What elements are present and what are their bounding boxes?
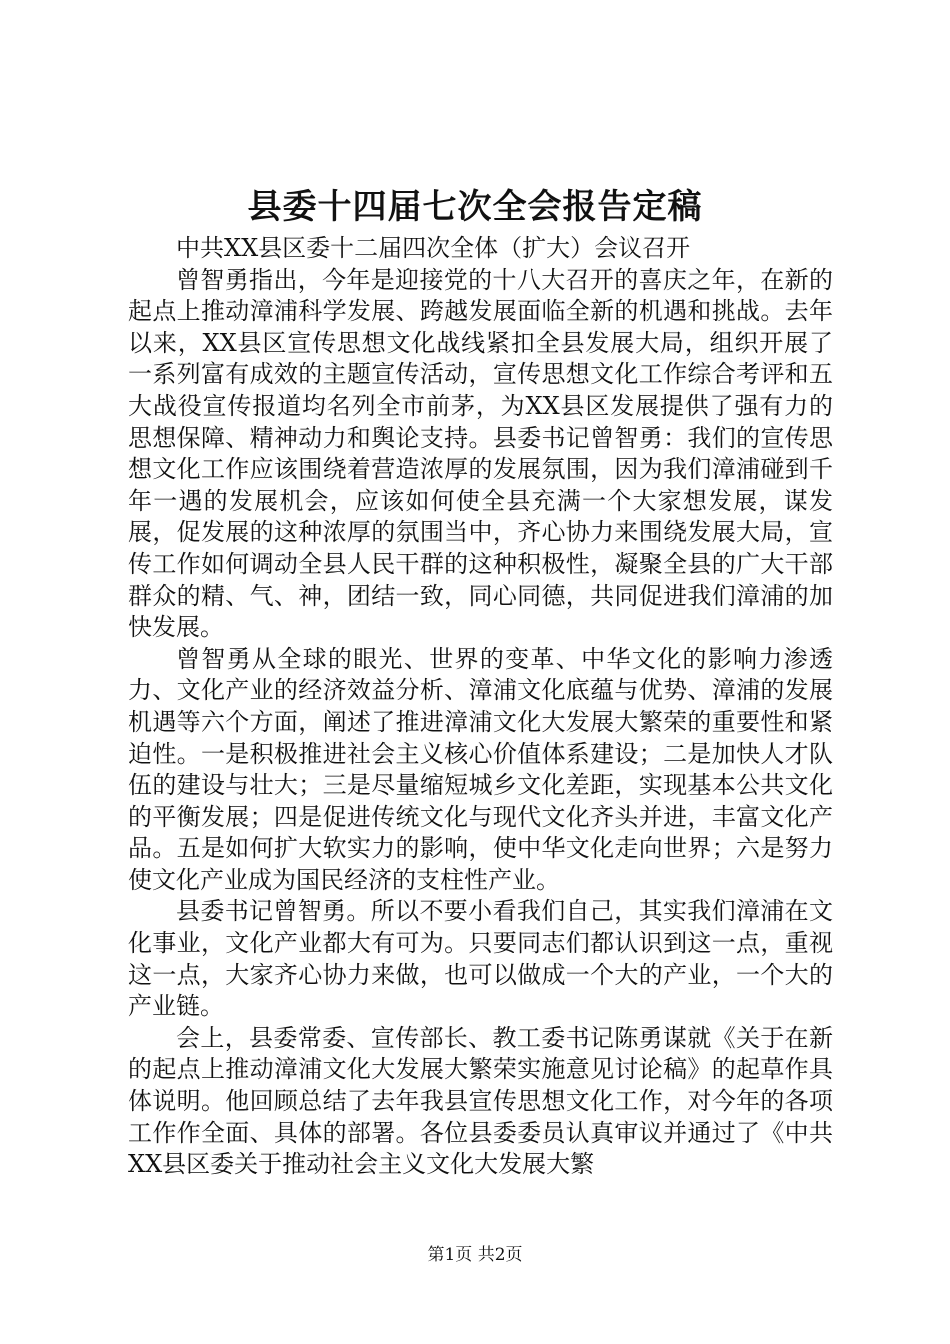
paragraph-1: 中共XX县区委十二届四次全体（扩大）会议召开 — [176, 234, 691, 262]
document-body — [128, 233, 833, 1181]
document-title: 县委十四届七次全会报告定稿 — [247, 187, 703, 227]
paragraph-5: 会上，县委常委、宣传部长、教工委书记陈勇谋就《关于在新的起点上推动漳浦文化大发展大繁荣实施意见讨论稿》的起草作具体说明。他回顾总结了去年我县宣传思想文化工作，对今年的各项工作作全面、具体的部署。各位县委委员认真审议并通过了《中共XX县区委关于推动社会主义文化大发展大繁 — [128, 1023, 833, 1179]
paragraph-2: 曾智勇指出，今年是迎接党的十八大召开的喜庆之年，在新的起点上推动漳浦科学发展、跨越发展面临全新的机遇和挑战。去年以来，XX县区宣传思想文化战线紧扣全县发展大局，组织开展了一系列富有成效的主题宣传活动，宣传思想文化工作综合考评和五大战役宣传报道均名列全市前茅，为XX县区发展提供了强有力的思想保障、精神动力和舆论支持。县委书记曾智勇：我们的宣传思想文化工作应该围绕着营造浓厚的发展氛围，因为我们漳浦碰到千年一遇的发展机会，应该如何使全县充满一个大家想发展，谋发展，促发展的这种浓厚的氛围当中，齐心协力来围绕发展大局，宣传工作如何调动全县人民干群的这种积极性，凝聚全县的广大干部群众的精、气、神，团结一致，同心同德，共同促进我们漳浦的加快发展。 — [128, 265, 833, 642]
paragraph-3: 曾智勇从全球的眼光、世界的变革、中华文化的影响力渗透力、文化产业的经济效益分析、漳浦文化底蕴与优势、漳浦的发展机遇等六个方面，阐述了推进漳浦文化大发展大繁荣的重要性和紧迫性。一是积极推进社会主义核心价值体系建设；二是加快人才队伍的建设与壮大；三是尽量缩短城乡文化差距，实现基本公共文化的平衡发展；四是促进传统文化与现代文化齐头并进，丰富文化产品。五是如何扩大软实力的影响，使中华文化走向世界；六是努力使文化产业成为国民经济的支柱性产业。 — [128, 644, 833, 894]
page-footer: 第1页 共2页 — [427, 1245, 523, 1265]
paragraph-4: 县委书记曾智勇。所以不要小看我们自己，其实我们漳浦在文化事业，文化产业都大有可为。只要同志们都认识到这一点，重视这一点，大家齐心协力来做，也可以做成一个大的产业，一个大的产业链。 — [128, 897, 833, 1021]
